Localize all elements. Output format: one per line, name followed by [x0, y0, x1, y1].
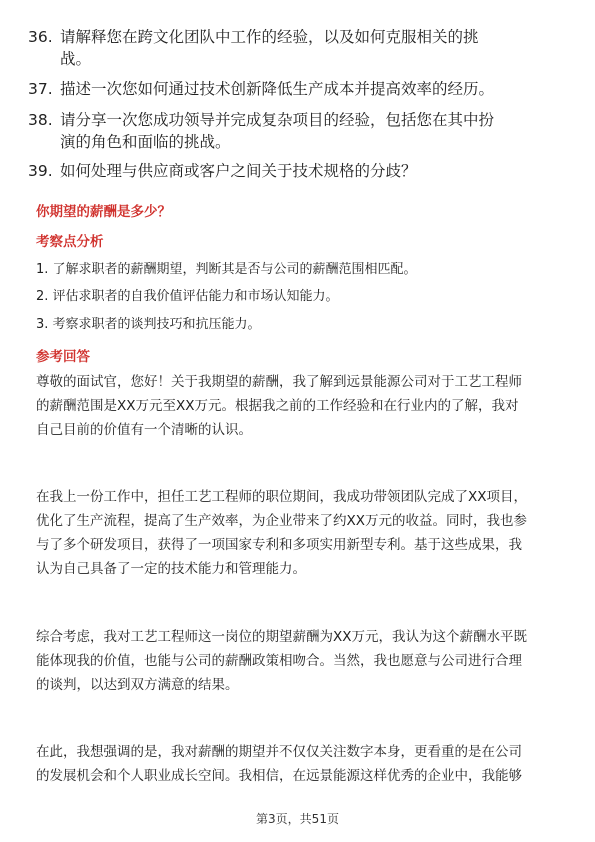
paragraph-line: 能体现我的价值，也能与公司的薪酬政策相吻合。当然，我也愿意与公司进行合理	[36, 653, 522, 669]
paragraph-line: 的发展机会和个人职业成长空间。我相信，在远景能源这样优秀的企业中，我能够	[36, 768, 522, 784]
question-item	[28, 160, 563, 182]
question-item	[28, 78, 563, 100]
question-text-line: 描述一次您如何通过技术创新降低生产成本并提高效率的经历。	[60, 80, 495, 98]
question-text-line: 请分享一次您成功领导并完成复杂项目的经验，包括您在其中扮	[60, 111, 495, 129]
question-item	[28, 109, 563, 153]
answer-heading: 参考回答	[36, 349, 90, 365]
question-item	[28, 26, 563, 70]
question-number: 37.	[28, 80, 53, 98]
question-text-line: 战。	[60, 50, 92, 68]
answer-paragraph	[36, 740, 562, 788]
paragraph-line: 与了多个研发项目，获得了一项国家专利和多项实用新型专利。基于这些成果，我	[36, 537, 522, 553]
analysis-item: 3. 考察求职者的谈判技巧和抗压能力。	[36, 317, 261, 332]
question-text-line: 演的角色和面临的挑战。	[60, 133, 231, 151]
paragraph-line: 的薪酬范围是XX万元至XX万元。根据我之前的工作经验和在行业内的了解，我对	[36, 398, 519, 414]
paragraph-line: 在此，我想强调的是，我对薪酬的期望并不仅仅关注数字本身，更看重的是在公司	[36, 744, 522, 760]
page-footer: 第3页，共51页	[256, 812, 339, 826]
answer-paragraph	[36, 370, 562, 442]
question-text-line: 请解释您在跨文化团队中工作的经验，以及如何克服相关的挑	[60, 28, 479, 46]
paragraph-line: 优化了生产流程，提高了生产效率，为企业带来了约XX万元的收益。同时，我也参	[36, 513, 527, 529]
paragraph-line: 在我上一份工作中，担任工艺工程师的职位期间，我成功带领团队完成了XX项目，	[36, 489, 527, 505]
question-number: 38.	[28, 111, 53, 129]
question-number: 39.	[28, 162, 53, 180]
paragraph-line: 的谈判，以达到双方满意的结果。	[36, 677, 239, 693]
analysis-item: 1. 了解求职者的薪酬期望，判断其是否与公司的薪酬范围相匹配。	[36, 262, 417, 277]
question-text-line: 如何处理与供应商或客户之间关于技术规格的分歧？	[60, 162, 417, 180]
paragraph-line: 自己目前的价值有一个清晰的认识。	[36, 422, 252, 438]
paragraph-line: 综合考虑，我对工艺工程师这一岗位的期望薪酬为XX万元，我认为这个薪酬水平既	[36, 629, 527, 645]
answer-paragraph	[36, 485, 562, 581]
question-number: 36.	[28, 28, 53, 46]
paragraph-line: 认为自己具备了一定的技术能力和管理能力。	[36, 561, 306, 577]
answer-paragraph	[36, 625, 562, 697]
analysis-item: 2. 评估求职者的自我价值评估能力和市场认知能力。	[36, 289, 339, 304]
section-title: 你期望的薪酬是多少？	[36, 204, 171, 220]
paragraph-line: 尊敬的面试官，您好！关于我期望的薪酬，我了解到远景能源公司对于工艺工程师	[36, 374, 522, 390]
analysis-heading: 考察点分析	[36, 234, 104, 250]
